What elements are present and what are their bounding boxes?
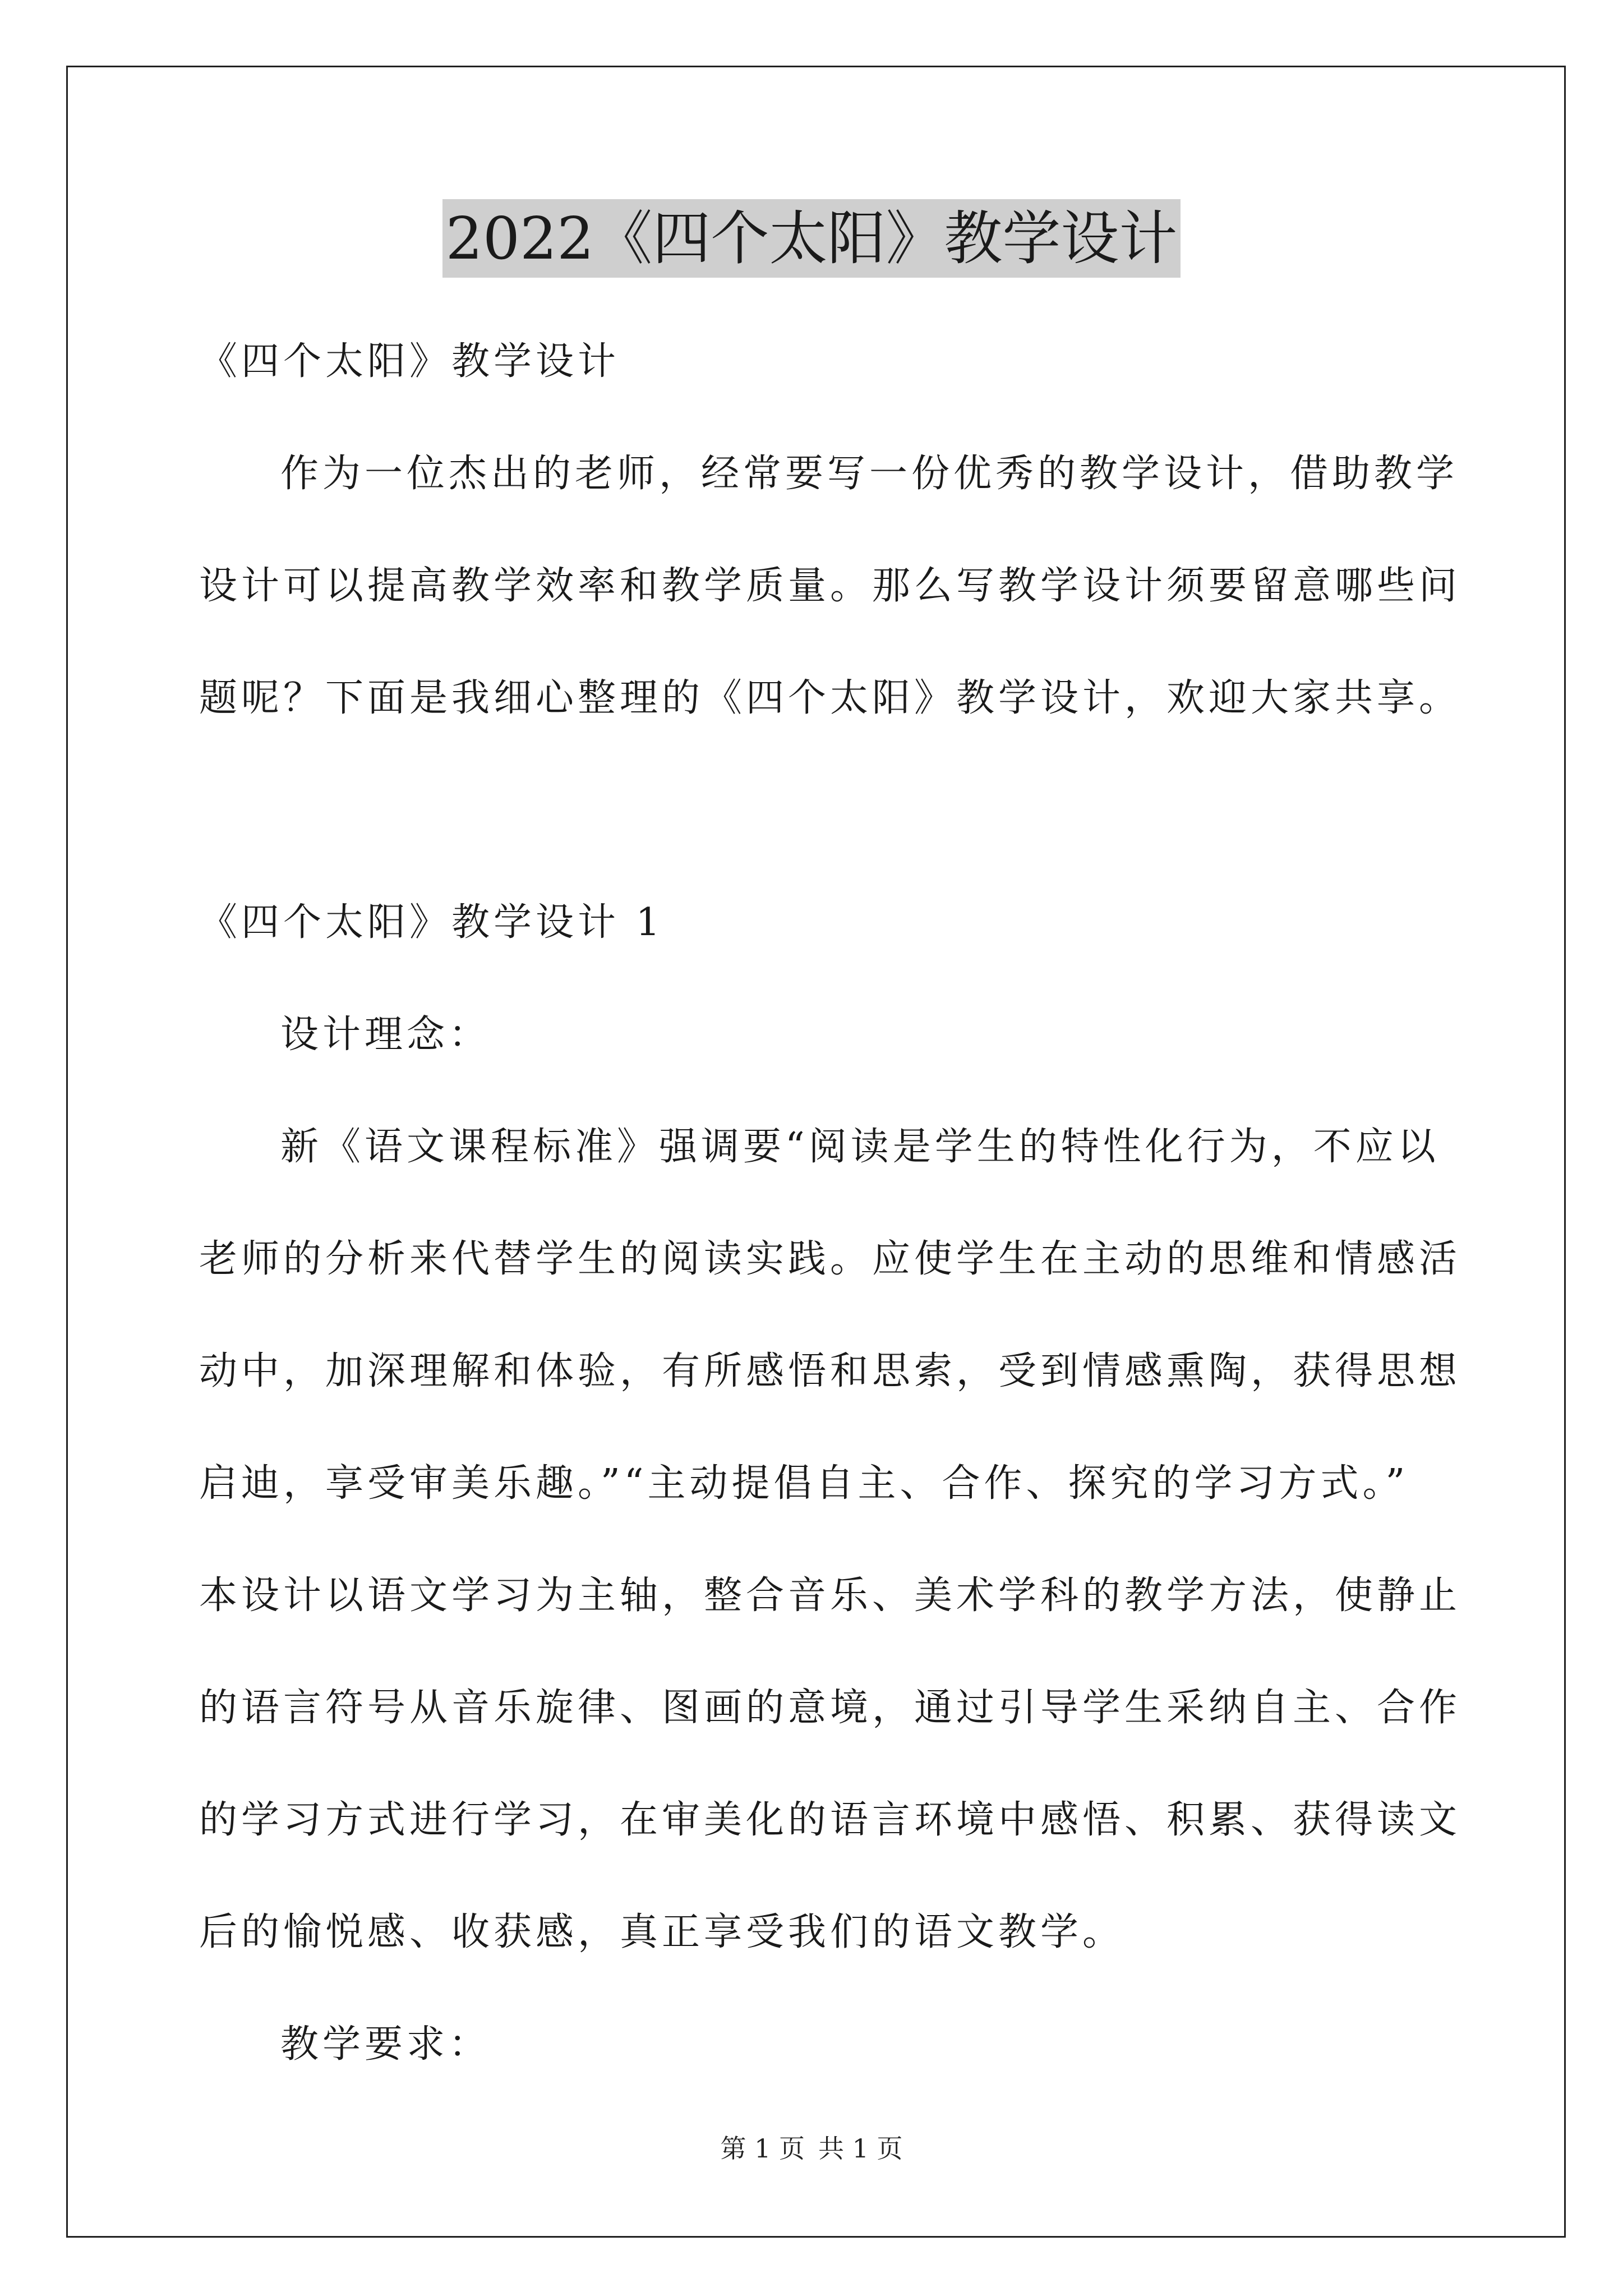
paragraph-line: 后的愉悦感、收获感，真正享受我们的语文教学。 (199, 1910, 1125, 1954)
section-heading: 《四个太阳》教学设计 1 (199, 900, 664, 945)
paragraph-line: 设计可以提高教学效率和教学质量。那么写教学设计须要留意哪些问 (199, 564, 1461, 608)
page-footer (0, 2132, 1623, 2165)
paragraph-line: 作为一位杰出的老师，经常要写一份优秀的教学设计，借助教学 (280, 452, 1459, 496)
paragraph-line: 的学习方式进行学习，在审美化的语言环境中感悟、积累、获得读文 (199, 1798, 1461, 1842)
subtitle-line: 《四个太阳》教学设计 (199, 339, 620, 384)
paragraph-line: 动中，加深理解和体验，有所感悟和思索，受到情感熏陶，获得思想 (199, 1349, 1461, 1393)
document-body (199, 306, 1461, 2101)
page-number: 第 1 页 (720, 2133, 805, 2164)
paragraph-line: 本设计以语文学习为主轴，整合音乐、美术学科的教学方法，使静止 (199, 1573, 1461, 1618)
paragraph-line: 新《语文课程标准》强调要“阅读是学生的特性化行为，不应以 (280, 1125, 1440, 1169)
paragraph-line: 启迪，享受审美乐趣。”“主动提倡自主、合作、探究的学习方式。” (199, 1461, 1409, 1506)
paragraph-line: 的语言符号从音乐旋律、图画的意境，通过引导学生采纳自主、合作 (199, 1686, 1461, 1730)
page-total: 共 1 页 (818, 2133, 903, 2164)
subsection-heading: 教学要求： (280, 2022, 491, 2067)
blank-spacer (199, 754, 1438, 867)
subsection-heading: 设计理念： (280, 1013, 491, 1057)
paragraph-line: 题呢？下面是我细心整理的《四个太阳》教学设计，欢迎大家共享。 (199, 676, 1461, 720)
document-title: 2022《四个太阳》教学设计 (442, 199, 1181, 278)
title-container (0, 199, 1623, 278)
paragraph-line: 老师的分析来代替学生的阅读实践。应使学生在主动的思维和情感活 (199, 1237, 1461, 1281)
